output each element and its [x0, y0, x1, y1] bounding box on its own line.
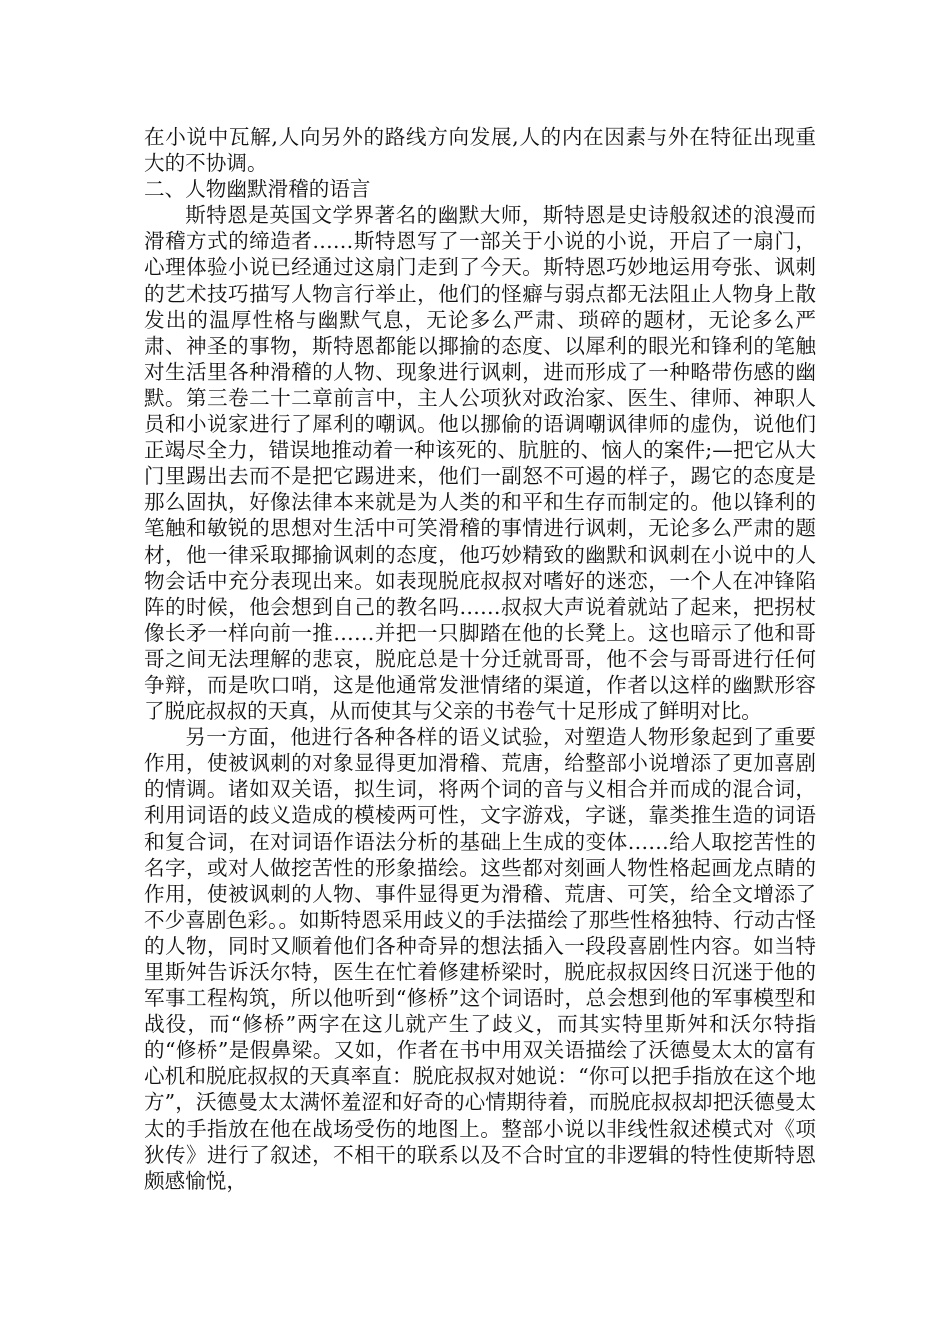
paragraph-semantic-experiments: 另一方面，他进行各种各样的语义试验，对塑造人物形象起到了重要作用，使被讽刺的对象显得更加滑稽、荒唐，给整部小说增添了更加喜剧的情调。诸如双关语，拟生词，将两个词的音与义相合并而成的混合词，利用词语的歧义造成的模棱两可性，文字游戏，字谜，靠类推生造的词语和复合词，在对词语作语法分析的基础上生成的变体……给人取挖苦性的名字，或对人做挖苦性的形象描绘。这些都对刻画人物性格起画龙点睛的作用，使被讽刺的人物、事件显得更为滑稽、荒唐、可笑，给全文增添了不少喜剧色彩。。如斯特恩采用歧义的手法描绘了那些性格独特、行动古怪的人物，同时又顺着他们各种奇异的想法插入一段段喜剧性内容。如当特里斯舛告诉沃尔特，医生在忙着修建桥梁时，脱庇叔叔因终日沉迷于他的军事工程构筑，所以他听到“修桥”这个词语时，总会想到他的军事模型和战役，而“修桥”两字在这儿就产生了歧义，而其实特里斯舛和沃尔特指的“修桥”是假鼻梁。又如，作者在书中用双关语描绘了沃德曼太太的富有心机和脱庇叔叔的天真率直：脱庇叔叔对她说：“你可以把手指放在这个地方”，沃德曼太太满怀羞涩和好奇的心情期待着，而脱庇叔叔却把沃德曼太太的手指放在他在战场受伤的地图上。整部小说以非线性叙述模式对《项狄传》进行了叙述，不相干的联系以及不合时宜的非逻辑的特性使斯特恩颇感愉悦， — [144, 725, 816, 1193]
paragraph-sterne-humor: 斯特恩是英国文学界著名的幽默大师，斯特恩是史诗般叙述的浪漫而滑稽方式的缔造者……斯特恩写了一部关于小说的小说，开启了一扇门，心理体验小说已经通过这扇门走到了今天。斯特恩巧妙地运用夸张、讽刺的艺术技巧描写人物言行举止，他们的怪癖与弱点都无法阻止人物身上散发出的温厚性格与幽默气息，无论多么严肃、琐碎的题材，无论多么严肃、神圣的事物，斯特恩都能以揶揄的态度、以犀利的眼光和锋利的笔触对生活里各种滑稽的人物、现象进行讽刺，进而形成了一种略带伤感的幽默。第三卷二十二章前言中，主人公项狄对政治家、医生、律师、神职人员和小说家进行了犀利的嘲讽。他以挪偷的语调嘲讽律师的虚伪，说他们正竭尽全力，错误地推动着一种该死的、肮脏的、恼人的案件;—把它从大门里踢出去而不是把它踢进来，他们一副怒不可遏的样子，踢它的态度是那么固执，好像法律本来就是为人类的和平和生存而制定的。他以锋利的笔触和敏锐的思想对生活中可笑滑稽的事情进行讽刺，无论多么严肃的题材，他一律采取揶揄讽刺的态度，他巧妙精致的幽默和讽刺在小说中的人物会话中充分表现出来。如表现脱庇叔叔对嗜好的迷恋，一个人在冲锋陷阵的时候，他会想到自己的教名吗……叔叔大声说着就站了起来，把拐杖像长矛一样向前一推……并把一只脚踏在他的长凳上。这也暗示了他和哥哥之间无法理解的悲哀，脱庇总是十分迁就哥哥，他不会与哥哥进行任何争辩，而是吹口哨，这是他通常发泄情绪的渠道，作者以这样的幽默形容了脱庇叔叔的天真，从而使其与父亲的书卷气十足形成了鲜明对比。 — [144, 203, 816, 724]
body-text — [144, 124, 816, 1194]
section-heading: 二、人物幽默滑稽的语言 — [144, 177, 371, 202]
paragraph-continued: 在小说中瓦解,人向另外的路线方向发展,人的内在因素与外在特征出现重大的不协调。 — [144, 125, 816, 176]
